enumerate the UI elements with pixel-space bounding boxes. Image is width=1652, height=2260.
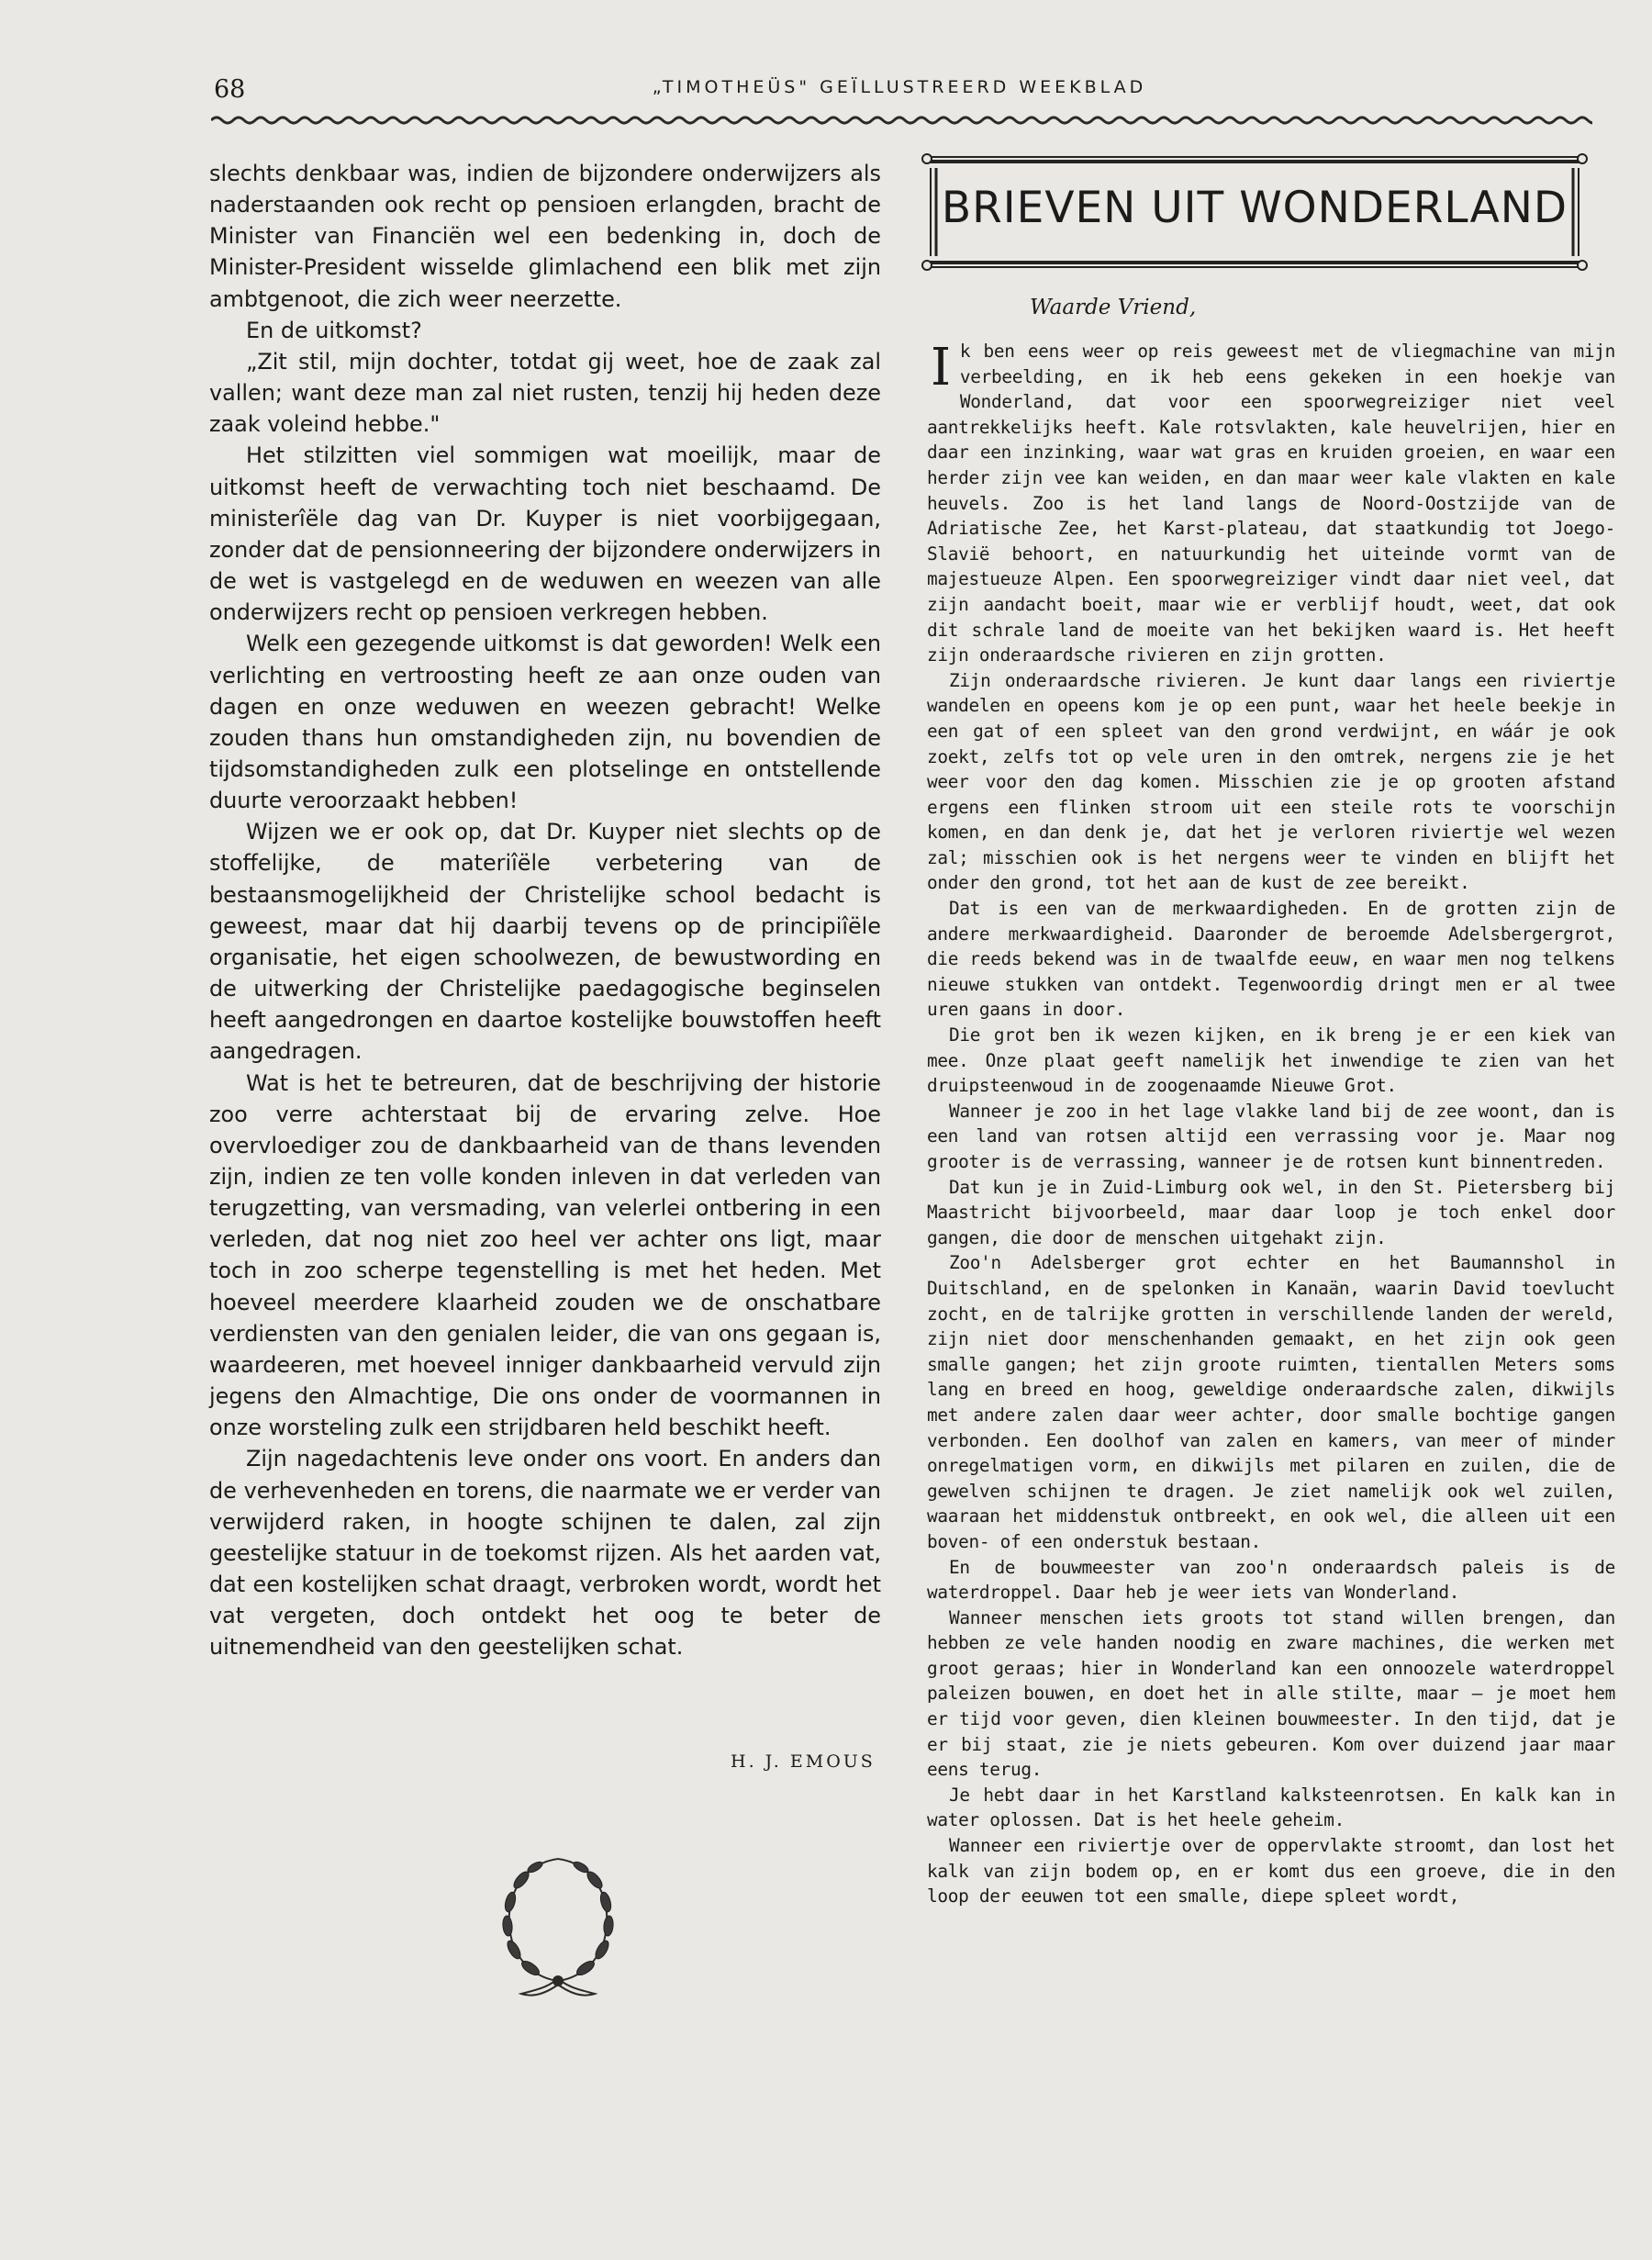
article-title: BRIEVEN UIT WONDERLAND [941, 183, 1568, 233]
right-column-article [927, 339, 1615, 1909]
article-paragraph: Wat is het te betreuren, dat de beschrijving der historie zoo verre achterstaat bij de ervaring zelve. Hoe overvloediger zou de dankbaarheid van de thans levenden zijn, indien ze ten volle konden inleven in dat verleden van terugzetting, van versmading, van velerlei ontbering in een verleden, dat nog niet zoo heel ver achter ons ligt, maar toch in zoo scherpe tegenstelling is met het heden. Met hoeveel meerdere klaarheid zouden we de onschatbare verdiensten van den genialen leider, die van ons gegaan is, waardeeren, met hoeveel inniger dankbaarheid vervuld zijn jegens den Almachtige, Die ons onder de voormannen in onze worsteling zulk een strijdbaren held beschikt heeft. [209, 1069, 881, 1441]
article-paragraph: Dat kun je in Zuid-Limburg ook wel, in den St. Pietersberg bij Maastricht bijvoorbeeld, maar daar loop je toch enkel door gangen, die door de menschen uitgehakt zijn. [927, 1176, 1615, 1248]
letter-salutation: Waarde Vriend, [1030, 296, 1197, 319]
article-paragraph: Dat is een van de merkwaardigheden. En de grotten zijn de andere merkwaardigheid. Daaronder de beroemde Adelsbergergrot, die reeds bekend was in de twaalfde eeuw, en waar men nog telkens nieuwe stukken van ontdekt. Tegenwoordig dringt men er al twee uren gaans in door. [927, 898, 1615, 1021]
article-paragraph: Je hebt daar in het Karstland kalksteenrotsen. En kalk kan in water oplossen. Dat is het heele geheim. [927, 1784, 1615, 1831]
article-paragraph [927, 339, 1615, 668]
article-paragraph: Wijzen we er ook op, dat Dr. Kuyper niet slechts op de stoffelijke, de materiîële verbetering van de bestaansmogelijkheid der Christelijke school bedacht is geweest, maar dat hij daarbij tevens op de principiîële organisatie, het eigen schoolwezen, de bewustwording en de uitwerking der Christelijke paedagogische beginselen heeft aangedrongen en daartoe kostelijke bouwstoffen heeft aangedragen. [209, 819, 881, 1065]
decorative-wavy-rule [211, 114, 1592, 127]
article-paragraph: Het stilzitten viel sommigen wat moeilijk, maar de uitkomst heeft de verwachting toch niet beschaamd. De ministerîële dag van Dr. Kuyper is niet voorbijgegaan, zonder dat de pensionneering der bijzondere onderwijzers in de wet is vastgelegd en de weduwen en weezen van alle onderwijzers recht op pensioen verkregen hebben. [209, 442, 881, 626]
first-paragraph-text: k ben eens weer op reis geweest met de vliegmachine van mijn verbeelding, en ik heb eens gekeken in een hoekje van Wonderland, dat voor een spoorwegreiziger niet veel aantrekkelijks heeft. Kale rotsvlakten, kale heuvelrijen, hier en daar een inzinking, waar wat gras en kruiden groeien, en waar een herder zijn vee kan weiden, en dan maar weer kale vlakten en kale heuvels. Zoo is het land langs de Noord-Oostzijde van de Adriatische Zee, het Karst-plateau, dat staatkundig tot Joego-Slavië behoort, en natuurkundig het uiteinde vormt van de majestueuze Alpen. Een spoorwegreiziger vindt daar niet veel, dat zijn aandacht boeit, maar wie er verblijf houdt, weet, dat ook dit schrale land de moeite van het bekijken waard is. Het heeft zijn onderaardsche rivieren en zijn grotten. [927, 341, 1615, 666]
article-paragraph: „Zit stil, mijn dochter, totdat gij weet, hoe de zaak zal vallen; want deze man zal niet rusten, tenzij hij heden deze zaak voleind hebbe." [209, 348, 881, 438]
article-paragraph: Zijn nagedachtenis leve onder ons voort. En anders dan de verhevenheden en torens, die naarmate we er verder van verwijderd raken, in hoogte schijnen te dalen, zal zijn geestelijke statuur in de toekomst rijzen. Als het aarden vat, dat een kostelijken schat draagt, verbroken wordt, wordt het vat vergeten, doch ontdekt het oog te beter de uitnemendheid van den geestelijken schat. [209, 1446, 881, 1661]
page-header [211, 72, 1588, 108]
article-paragraph: Die grot ben ik wezen kijken, en ik breng je er een kiek van mee. Onze plaat geeft namelijk het inwendige te zien van het druipsteenwoud in de zoogenaamde Nieuwe Grot. [927, 1024, 1615, 1097]
article-paragraph: Welk een gezegende uitkomst is dat geworden! Welk een verlichting en vertroosting heeft ze aan onze ouden van dagen en onze weduwen en weezen gebracht! Welke zouden thans hun omstandigheden zijn, nu bovendien de tijdsomstandigheden zulk een plotselinge en ontstellende duurte veroorzaakt hebben! [209, 631, 881, 814]
article-paragraph: Zijn onderaardsche rivieren. Je kunt daar langs een riviertje wandelen en opeens kom je op een punt, waar het heele beekje in een gat of een spleet van den grond verdwijnt, en wáár je ook zoekt, zelfs tot op vele uren in den omtrek, nergens zie je het weer voor den dag komen. Misschien zie je op grooten afstand ergens een flinken stroom uit een steile rots te voorschijn komen, en dan denk je, dat het je verloren riviertje wel wezen zal; misschien ook is het nergens weer te vinden en blijft het onder den grond, tot het aan de kust de zee bereikt. [927, 669, 1615, 894]
laurel-wreath-ornament [485, 1836, 631, 2010]
article-paragraph: slechts denkbaar was, indien de bijzondere onderwijzers als naderstaanden ook recht op pensioen erlangden, bracht de Minister van Financiën wel een bedenking in, doch de Minister-President wisselde glimlachend een blik met zijn ambtgenoot, die zich weer neerzette. [209, 161, 881, 312]
article-paragraph: Wanneer je zoo in het lage vlakke land bij de zee woont, dan is een land van rotsen altijd een verrassing voor je. Maar nog grooter is de verrassing, wanneer je de rotsen kunt binnentreden. [927, 1100, 1615, 1172]
left-column-article [209, 158, 881, 1663]
article-paragraph: En de bouwmeester van zoo'n onderaardsch paleis is de waterdroppel. Daar heb je weer iets van Wonderland. [927, 1556, 1615, 1604]
article-title-box [921, 151, 1588, 273]
article-paragraph: Zoo'n Adelsberger grot echter en het Baumannshol in Duitschland, en de spelonken in Kanaän, waarin David toevlucht zocht, en de talrijke grotten in verschillende landen der wereld, zijn niet door menschenhanden gemaakt, en het zijn ook geen smalle gangen; het zijn groote ruimten, tientallen Meters soms lang en breed en hoog, geweldige onderaardsche zalen, dikwijls met andere zalen daar weer achter, door smalle bochtige gangen verbonden. Een doolhof van zalen en kamers, van meer of minder onregelmatigen vorm, en dikwijls met pilaren en zuilen, die de gewelven schijnen te dragen. Je ziet namelijk ook wel zuilen, waaraan het middenstuk ontbreekt, en ook wel, die alleen uit een boven- of een onderstuk bestaan. [927, 1252, 1615, 1552]
article-paragraph: Wanneer menschen iets groots tot stand willen brengen, dan hebben ze vele handen noodig en zware machines, die werken met groot geraas; hier in Wonderland kan een onnoozele waterdroppel paleizen bouwen, en doet het in alle stilte, maar — je moet hem er tijd voor geven, dien kleinen bouwmeester. In den tijd, dat je er bij staat, zie je niets gebeuren. Kom over duizend jaar maar eens terug. [927, 1606, 1615, 1781]
page-number: 68 [214, 75, 246, 104]
drop-cap: I [931, 338, 951, 397]
author-signature: H. J. EMOUS [731, 1751, 876, 1772]
article-paragraph: Wanneer een riviertje over de oppervlakte stroomt, dan lost het kalk van zijn bodem op, en er komt dus een groeve, die in den loop der eeuwen tot een smalle, diepe spleet wordt, [927, 1835, 1615, 1908]
running-title: „TIMOTHEÜS" GEÏLLUSTREERD WEEKBLAD [652, 77, 1147, 97]
article-paragraph: En de uitkomst? [246, 317, 422, 343]
